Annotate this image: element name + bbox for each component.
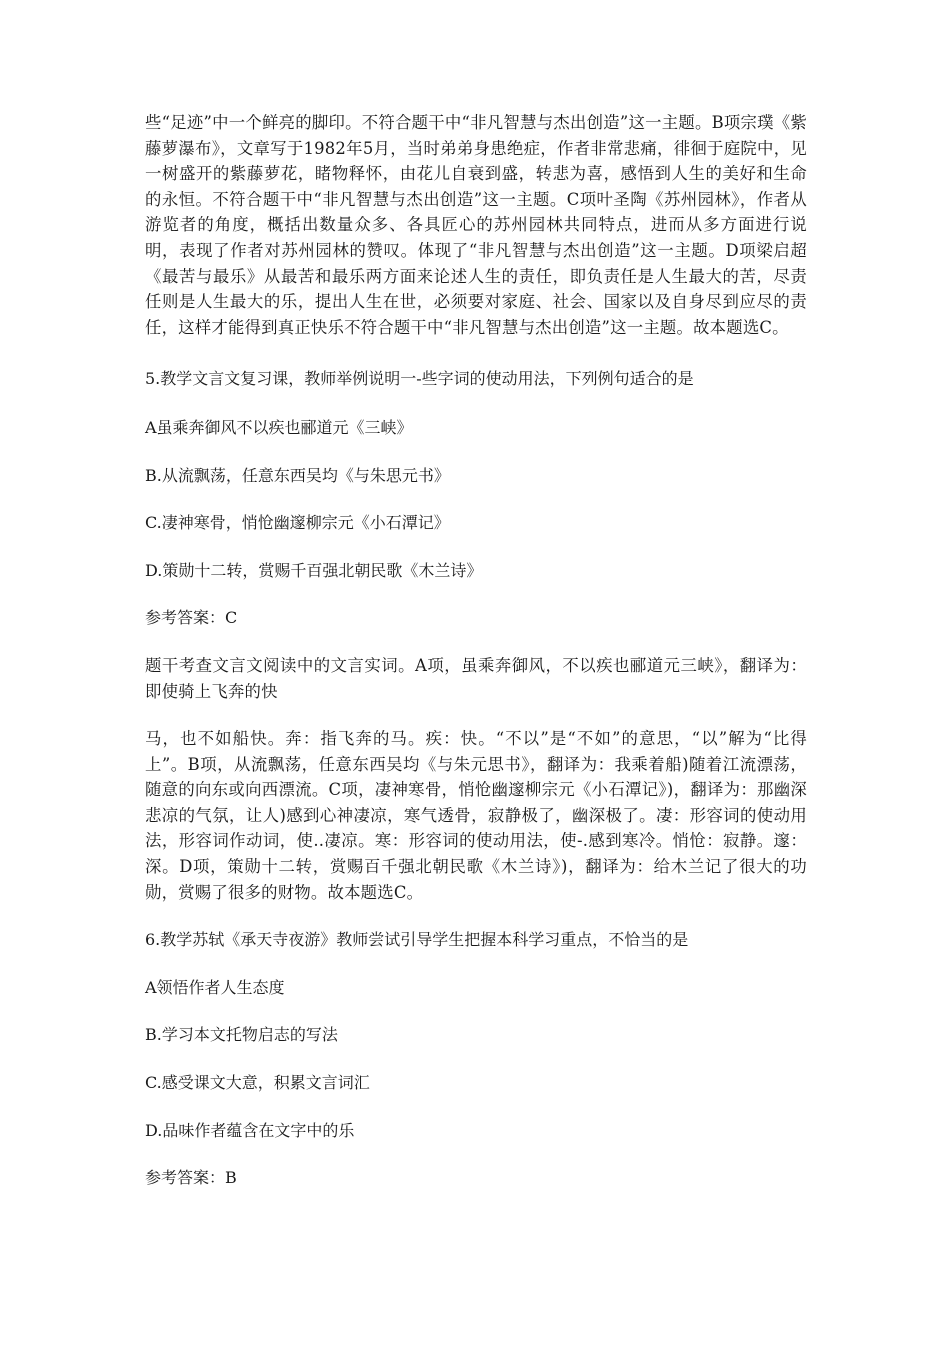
q5-answer: 参考答案：C	[145, 608, 238, 628]
document-page	[145, 110, 807, 1191]
q5-option-b: B.从流飘荡，任意东西吴均《与朱思元书》	[145, 465, 450, 485]
intro-paragraph: 些“足迹”中一个鲜亮的脚印。不符合题干中“非凡智慧与杰出创造”这一主题。B项宗璞《紫藤萝瀑布》，文章写于1982年5月，当时弟弟身患绝症，作者非常悲痛，徘徊于庭院中，见一树盛开的紫藤萝花，睹物释怀，由花儿自衰到盛，转悲为喜，感悟到人生的美好和生命的永恒。不符合题干中“非凡智慧与杰出创造”这一主题。C项叶圣陶《苏州园林》，作者从游览者的角度，概括出数量众多、各具匠心的苏州园林共同特点，进而从多方面进行说明，表现了作者对苏州园林的赞叹。体现了“非凡智慧与杰出创造”这一主题。D项梁启超《最苦与最乐》从最苦和最乐两方面来论述人生的责任，即负责任是人生最大的苦，尽责任则是人生最大的乐，提出人生在世，必须要对家庭、社会、国家以及自身尽到应尽的责任，这样才能得到真正快乐不符合题干中“非凡智慧与杰出创造”这一主题。故本题选C。	[145, 113, 807, 337]
question-5: 5.教学文言文复习课，教师举例说明一-些字词的使动用法，下列例句适合的是	[145, 369, 694, 389]
q6-option-b: B.学习本文托物启志的写法	[145, 1025, 338, 1045]
q6-option-c: C.感受课文大意，积累文言词汇	[145, 1073, 370, 1093]
q6-option-d: D.品味作者蕴含在文字中的乐	[145, 1120, 355, 1140]
q5-option-a: A虽乘奔御风不以疾也郦道元《三峡》	[145, 417, 413, 437]
q5-option-c: C.凄神寒骨，悄怆幽邃柳宗元《小石潭记》	[145, 513, 450, 533]
q6-option-a: A领悟作者人生态度	[145, 977, 285, 997]
q5-explanation-1: 题干考查文言文阅读中的文言实词。A项，虽乘奔御风，不以疾也郦道元三峡》，翻译为：即使骑上飞奔的快	[145, 655, 807, 701]
q5-option-d: D.策勋十二转，赏赐千百强北朝民歌《木兰诗》	[145, 560, 483, 580]
q6-answer: 参考答案：B	[145, 1168, 237, 1188]
question-6: 6.教学苏轼《承天寺夜游》教师尝试引导学生把握本科学习重点，不恰当的是	[145, 930, 689, 950]
q5-explanation-2: 马，也不如船快。奔：指飞奔的马。疾：快。“不以”是“不如”的意思，“以”解为“比得上”。B项，从流飘荡，任意东西吴均《与朱元思书》，翻译为：我乘着船)随着江流漂荡，随意的向东或向西漂流。C项，凄神寒骨，悄怆幽邃柳宗元《小石潭记》)，翻译为：那幽深悲凉的气氛，让人)感到心神凄凉，寒气透骨，寂静极了，幽深极了。凄：形容词的使动用法，形容词作动词，使..凄凉。寒：形容词的使动用法，使-.感到寒冷。悄怆：寂静。邃：深。D项，策勋十二转，赏赐百千强北朝民歌《木兰诗》)，翻译为：给木兰记了很大的功勋，赏赐了很多的财物。故本题选C。	[145, 729, 807, 902]
